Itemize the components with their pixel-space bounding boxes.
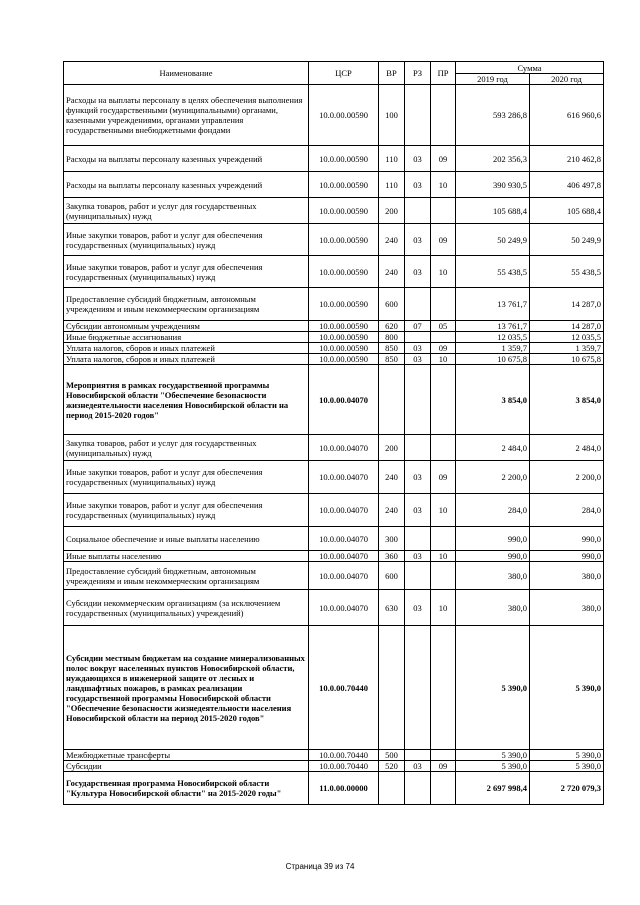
row-vr: 850 <box>379 354 405 365</box>
row-csr: 10.0.00.04070 <box>309 494 379 527</box>
row-csr: 10.0.00.00590 <box>309 85 379 146</box>
row-pr: 05 <box>431 321 456 332</box>
row-rz: 07 <box>405 321 431 332</box>
row-name: Закупка товаров, работ и услуг для государственных (муниципальных) нужд <box>64 198 309 224</box>
table-row <box>64 562 604 590</box>
row-sum-2019: 13 761,7 <box>456 288 530 321</box>
row-name: Субсидии местным бюджетам на создание минерализованных полос вокруг населенных пунктов Новосибирской области, нуждающихся в инженерной защите от лесных и ландшафтных пожаров, в рамках реализации государственной программы Новосибирской области "Обеспечение безопасности жизнедеятельности населения Новосибирской области на период 2015-2020 годов" <box>64 626 309 750</box>
table-body <box>64 85 604 805</box>
header-vr: ВР <box>379 62 405 85</box>
table-row <box>64 288 604 321</box>
row-pr: 09 <box>431 146 456 172</box>
row-sum-2019: 593 286,8 <box>456 85 530 146</box>
table-row <box>64 354 604 365</box>
row-sum-2020: 55 438,5 <box>530 256 604 288</box>
row-rz <box>405 365 431 435</box>
row-name: Иные закупки товаров, работ и услуг для обеспечения государственных (муниципальных) нужд <box>64 224 309 256</box>
row-pr <box>431 332 456 343</box>
row-sum-2020: 380,0 <box>530 562 604 590</box>
row-name: Расходы на выплаты персоналу в целях обеспечения выполнения функций государственными (муниципальными) органами, казенными учреждениями, органами управления государственными внебюджетными фондами <box>64 85 309 146</box>
row-name: Расходы на выплаты персоналу казенных учреждений <box>64 172 309 198</box>
row-sum-2019: 13 761,7 <box>456 321 530 332</box>
page-number: Страница 39 из 74 <box>285 862 355 871</box>
row-name: Предоставление субсидий бюджетным, автономным учреждениям и иным некоммерческим организациям <box>64 288 309 321</box>
row-csr: 10.0.00.00590 <box>309 198 379 224</box>
row-vr: 110 <box>379 146 405 172</box>
row-pr <box>431 288 456 321</box>
row-name: Государственная программа Новосибирской области "Культура Новосибирской области" на 2015-2020 годы" <box>64 772 309 805</box>
row-sum-2019: 55 438,5 <box>456 256 530 288</box>
row-name: Субсидии <box>64 761 309 772</box>
row-csr: 10.0.00.04070 <box>309 461 379 494</box>
row-name: Социальное обеспечение и иные выплаты населению <box>64 527 309 551</box>
row-name: Иные закупки товаров, работ и услуг для обеспечения государственных (муниципальных) нужд <box>64 461 309 494</box>
row-name: Иные выплаты населению <box>64 551 309 562</box>
row-sum-2019: 1 359,7 <box>456 343 530 354</box>
header-csr: ЦСР <box>309 62 379 85</box>
row-sum-2019: 50 249,9 <box>456 224 530 256</box>
row-rz: 03 <box>405 343 431 354</box>
row-name: Расходы на выплаты персоналу казенных учреждений <box>64 146 309 172</box>
row-csr: 10.0.00.00590 <box>309 332 379 343</box>
row-vr: 240 <box>379 256 405 288</box>
row-sum-2019: 2 484,0 <box>456 435 530 461</box>
row-name: Иные закупки товаров, работ и услуг для обеспечения государственных (муниципальных) нужд <box>64 494 309 527</box>
row-vr: 200 <box>379 435 405 461</box>
row-sum-2019: 990,0 <box>456 551 530 562</box>
row-csr: 10.0.00.70440 <box>309 750 379 761</box>
row-name: Межбюджетные трансферты <box>64 750 309 761</box>
row-csr: 10.0.00.04070 <box>309 365 379 435</box>
row-sum-2020: 284,0 <box>530 494 604 527</box>
row-rz: 03 <box>405 172 431 198</box>
row-pr <box>431 85 456 146</box>
row-pr <box>431 772 456 805</box>
table-row <box>64 551 604 562</box>
row-sum-2020: 10 675,8 <box>530 354 604 365</box>
row-vr: 800 <box>379 332 405 343</box>
row-sum-2020: 616 960,6 <box>530 85 604 146</box>
table-row <box>64 461 604 494</box>
table-row <box>64 761 604 772</box>
header-sum: Сумма <box>456 62 604 74</box>
row-pr <box>431 435 456 461</box>
row-pr <box>431 365 456 435</box>
row-csr: 10.0.00.00590 <box>309 354 379 365</box>
row-rz <box>405 85 431 146</box>
row-vr <box>379 626 405 750</box>
row-sum-2019: 12 035,5 <box>456 332 530 343</box>
row-csr: 10.0.00.00590 <box>309 321 379 332</box>
row-sum-2020: 50 249,9 <box>530 224 604 256</box>
header-rz: РЗ <box>405 62 431 85</box>
row-sum-2019: 5 390,0 <box>456 626 530 750</box>
table-row <box>64 365 604 435</box>
row-csr: 10.0.00.00590 <box>309 172 379 198</box>
table-row <box>64 772 604 805</box>
row-sum-2020: 3 854,0 <box>530 365 604 435</box>
table-row <box>64 172 604 198</box>
table-row <box>64 146 604 172</box>
table-row <box>64 332 604 343</box>
row-vr: 360 <box>379 551 405 562</box>
row-pr: 10 <box>431 590 456 626</box>
row-sum-2020: 12 035,5 <box>530 332 604 343</box>
row-vr: 600 <box>379 288 405 321</box>
table-row <box>64 626 604 750</box>
row-rz: 03 <box>405 461 431 494</box>
row-vr: 500 <box>379 750 405 761</box>
row-rz <box>405 772 431 805</box>
row-pr <box>431 750 456 761</box>
row-csr: 10.0.00.00590 <box>309 343 379 354</box>
row-pr <box>431 527 456 551</box>
row-pr: 10 <box>431 354 456 365</box>
row-rz: 03 <box>405 590 431 626</box>
row-sum-2019: 2 200,0 <box>456 461 530 494</box>
row-sum-2020: 105 688,4 <box>530 198 604 224</box>
row-sum-2019: 380,0 <box>456 590 530 626</box>
row-sum-2020: 5 390,0 <box>530 761 604 772</box>
table-row <box>64 224 604 256</box>
row-rz <box>405 288 431 321</box>
row-sum-2019: 3 854,0 <box>456 365 530 435</box>
budget-table <box>63 61 604 805</box>
row-sum-2019: 2 697 998,4 <box>456 772 530 805</box>
row-csr: 10.0.00.04070 <box>309 551 379 562</box>
row-vr: 600 <box>379 562 405 590</box>
row-sum-2020: 14 287,0 <box>530 288 604 321</box>
row-vr: 240 <box>379 224 405 256</box>
table-row <box>64 590 604 626</box>
row-sum-2020: 990,0 <box>530 527 604 551</box>
header-year-2019: 2019 год <box>456 74 530 85</box>
row-csr: 10.0.00.70440 <box>309 761 379 772</box>
row-csr: 10.0.00.04070 <box>309 562 379 590</box>
row-rz <box>405 435 431 461</box>
header-row-top <box>64 62 604 74</box>
row-rz: 03 <box>405 224 431 256</box>
row-name: Субсидии автономным учреждениям <box>64 321 309 332</box>
row-sum-2020: 210 462,8 <box>530 146 604 172</box>
row-csr: 10.0.00.00590 <box>309 288 379 321</box>
row-vr <box>379 365 405 435</box>
row-csr: 10.0.00.70440 <box>309 626 379 750</box>
header-pr: ПР <box>431 62 456 85</box>
table-row <box>64 321 604 332</box>
row-rz <box>405 750 431 761</box>
row-sum-2019: 284,0 <box>456 494 530 527</box>
row-rz: 03 <box>405 551 431 562</box>
row-csr: 10.0.00.00590 <box>309 146 379 172</box>
row-sum-2020: 14 287,0 <box>530 321 604 332</box>
row-name: Уплата налогов, сборов и иных платежей <box>64 354 309 365</box>
row-vr: 100 <box>379 85 405 146</box>
row-rz <box>405 198 431 224</box>
row-rz: 03 <box>405 146 431 172</box>
row-vr: 200 <box>379 198 405 224</box>
row-name: Субсидии некоммерческим организациям (за исключением государственных (муниципальных) учреждений) <box>64 590 309 626</box>
row-sum-2020: 406 497,8 <box>530 172 604 198</box>
row-name: Предоставление субсидий бюджетным, автономным учреждениям и иным некоммерческим организациям <box>64 562 309 590</box>
row-vr <box>379 772 405 805</box>
row-vr: 240 <box>379 494 405 527</box>
row-rz <box>405 332 431 343</box>
row-rz <box>405 626 431 750</box>
row-sum-2019: 105 688,4 <box>456 198 530 224</box>
row-sum-2020: 380,0 <box>530 590 604 626</box>
row-name: Уплата налогов, сборов и иных платежей <box>64 343 309 354</box>
row-pr: 10 <box>431 172 456 198</box>
table-row <box>64 527 604 551</box>
row-sum-2019: 10 675,8 <box>456 354 530 365</box>
row-sum-2019: 202 356,3 <box>456 146 530 172</box>
table-row <box>64 343 604 354</box>
table-row <box>64 85 604 146</box>
row-sum-2019: 5 390,0 <box>456 750 530 761</box>
row-csr: 10.0.00.04070 <box>309 527 379 551</box>
row-rz: 03 <box>405 256 431 288</box>
row-rz <box>405 562 431 590</box>
row-pr <box>431 626 456 750</box>
row-sum-2020: 2 484,0 <box>530 435 604 461</box>
row-vr: 850 <box>379 343 405 354</box>
row-rz <box>405 527 431 551</box>
row-csr: 10.0.00.00590 <box>309 224 379 256</box>
row-pr: 10 <box>431 256 456 288</box>
table-row <box>64 750 604 761</box>
row-vr: 240 <box>379 461 405 494</box>
row-pr: 10 <box>431 494 456 527</box>
row-pr: 09 <box>431 761 456 772</box>
row-sum-2020: 1 359,7 <box>530 343 604 354</box>
row-sum-2020: 5 390,0 <box>530 750 604 761</box>
row-csr: 10.0.00.00590 <box>309 256 379 288</box>
table-row <box>64 256 604 288</box>
row-csr: 10.0.00.04070 <box>309 435 379 461</box>
row-pr: 09 <box>431 461 456 494</box>
header-year-2020: 2020 год <box>530 74 604 85</box>
table-row <box>64 494 604 527</box>
row-rz: 03 <box>405 761 431 772</box>
row-sum-2019: 990,0 <box>456 527 530 551</box>
row-csr: 11.0.00.00000 <box>309 772 379 805</box>
row-rz: 03 <box>405 494 431 527</box>
row-pr: 09 <box>431 224 456 256</box>
row-pr: 10 <box>431 551 456 562</box>
row-sum-2019: 390 930,5 <box>456 172 530 198</box>
row-sum-2019: 380,0 <box>456 562 530 590</box>
row-name: Иные закупки товаров, работ и услуг для обеспечения государственных (муниципальных) нужд <box>64 256 309 288</box>
row-name: Мероприятия в рамках государственной программы Новосибирской области "Обеспечение безопасности жизнедеятельности населения Новосибирской области на период 2015-2020 годов" <box>64 365 309 435</box>
table-row <box>64 198 604 224</box>
row-sum-2020: 5 390,0 <box>530 626 604 750</box>
row-sum-2020: 990,0 <box>530 551 604 562</box>
row-pr <box>431 198 456 224</box>
row-name: Иные бюджетные ассигнования <box>64 332 309 343</box>
row-pr: 09 <box>431 343 456 354</box>
row-vr: 520 <box>379 761 405 772</box>
row-pr <box>431 562 456 590</box>
row-vr: 630 <box>379 590 405 626</box>
row-sum-2019: 5 390,0 <box>456 761 530 772</box>
header-name: Наименование <box>64 62 309 85</box>
row-sum-2020: 2 200,0 <box>530 461 604 494</box>
row-rz: 03 <box>405 354 431 365</box>
row-vr: 620 <box>379 321 405 332</box>
row-sum-2020: 2 720 079,3 <box>530 772 604 805</box>
row-vr: 300 <box>379 527 405 551</box>
table-row <box>64 435 604 461</box>
row-vr: 110 <box>379 172 405 198</box>
row-name: Закупка товаров, работ и услуг для государственных (муниципальных) нужд <box>64 435 309 461</box>
row-csr: 10.0.00.04070 <box>309 590 379 626</box>
